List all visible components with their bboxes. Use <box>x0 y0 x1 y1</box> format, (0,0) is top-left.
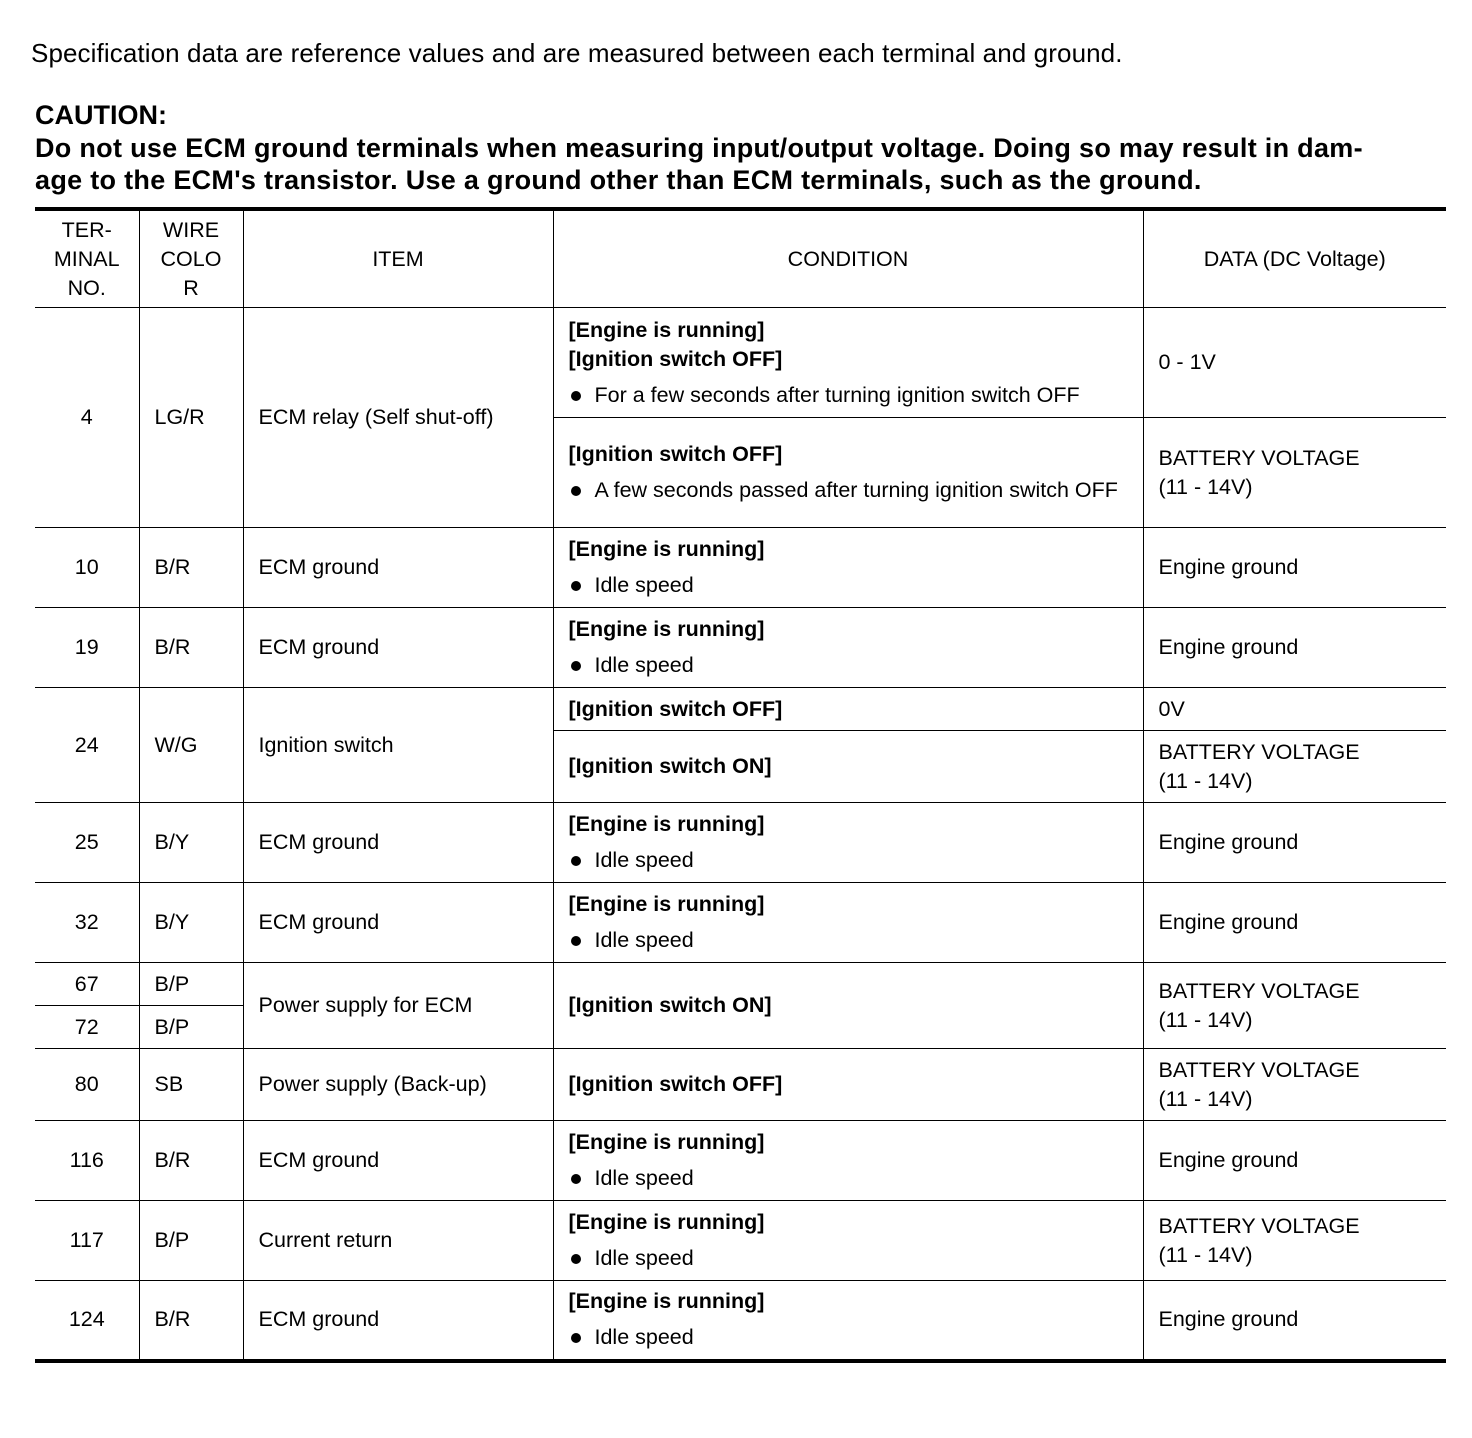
data-cell <box>1143 1201 1446 1281</box>
condition-cell <box>553 608 1143 688</box>
header-text: WIRE <box>162 217 220 242</box>
bullet-icon <box>571 1174 581 1184</box>
condition-heading: [Ignition switch OFF] <box>568 1072 783 1096</box>
data-cell: Engine ground <box>1143 608 1446 688</box>
data-cell: Engine ground <box>1143 1281 1446 1361</box>
bullet-text: For a few seconds after turning ignition switch OFF <box>594 382 1080 407</box>
table-row <box>35 688 1446 731</box>
bullet-text: Idle speed <box>594 653 694 677</box>
table-row <box>35 803 1446 883</box>
condition-heading: [Engine is running] <box>568 1130 765 1154</box>
data-cell <box>1143 418 1446 528</box>
item-cell: Power supply (Back-up) <box>243 1049 553 1121</box>
terminal-cell: 117 <box>35 1201 139 1281</box>
item-cell: Ignition switch <box>243 688 553 803</box>
condition-bullet <box>569 476 1128 505</box>
data-text: (11 - 14V) <box>1158 474 1253 499</box>
terminal-cell: 32 <box>35 883 139 963</box>
data-cell: Engine ground <box>1143 803 1446 883</box>
caution-text <box>35 132 1445 196</box>
condition-heading: [Ignition switch OFF] <box>568 346 783 371</box>
bullet-text: A few seconds passed after turning ignition switch OFF <box>594 478 1118 502</box>
condition-cell <box>553 418 1143 528</box>
header-text: COLO <box>160 246 222 271</box>
condition-heading: [Engine is running] <box>568 812 765 836</box>
intro-text: Specification data are reference values and are measured between each terminal and ground. <box>31 38 1123 68</box>
terminal-cell: 4 <box>35 308 139 528</box>
table-row <box>35 1121 1446 1201</box>
header-condition: CONDITION <box>553 209 1143 308</box>
bullet-icon <box>571 856 581 866</box>
terminal-spec-table <box>35 207 1446 1363</box>
wire-color-cell: SB <box>139 1049 243 1121</box>
bullet-icon <box>571 936 581 946</box>
condition-cell <box>553 1121 1143 1201</box>
table-row <box>35 963 1446 1006</box>
condition-heading: [Ignition switch OFF] <box>568 442 783 466</box>
condition-heading: [Engine is running] <box>568 537 765 561</box>
caution-line-1: Do not use ECM ground terminals when measuring input/output voltage. Doing so may result in dam- <box>35 133 1363 163</box>
condition-bullet <box>569 1323 1128 1352</box>
data-cell <box>1143 1049 1446 1121</box>
terminal-cell: 80 <box>35 1049 139 1121</box>
bullet-text: Idle speed <box>594 573 694 597</box>
condition-heading: [Ignition switch OFF] <box>568 696 783 721</box>
bullet-icon <box>571 391 581 401</box>
wire-color-cell: B/P <box>139 963 243 1006</box>
terminal-cell: 124 <box>35 1281 139 1361</box>
item-cell: ECM ground <box>243 803 553 883</box>
condition-bullet <box>569 381 1128 410</box>
item-cell: ECM ground <box>243 528 553 608</box>
table-row <box>35 1049 1446 1121</box>
condition-cell <box>553 1281 1143 1361</box>
bullet-icon <box>571 661 581 671</box>
wire-color-cell: B/P <box>139 1201 243 1281</box>
data-cell <box>1143 963 1446 1049</box>
header-data: DATA (DC Voltage) <box>1143 209 1446 308</box>
data-text: BATTERY VOLTAGE <box>1158 1057 1360 1082</box>
data-text: BATTERY VOLTAGE <box>1158 1213 1360 1238</box>
wire-color-cell: B/Y <box>139 883 243 963</box>
data-cell <box>1143 731 1446 803</box>
terminal-cell: 19 <box>35 608 139 688</box>
bullet-text: Idle speed <box>594 848 694 872</box>
condition-cell <box>553 803 1143 883</box>
item-cell: ECM ground <box>243 1121 553 1201</box>
data-cell: 0 - 1V <box>1143 308 1446 418</box>
terminal-cell: 67 <box>35 963 139 1006</box>
bullet-icon <box>571 486 581 496</box>
condition-heading: [Engine is running] <box>568 1210 765 1234</box>
wire-color-cell: B/Y <box>139 803 243 883</box>
wire-color-cell: B/R <box>139 608 243 688</box>
header-terminal-no <box>35 209 139 308</box>
terminal-cell: 72 <box>35 1006 139 1049</box>
table-row <box>35 883 1446 963</box>
table-row <box>35 308 1446 418</box>
terminal-cell: 25 <box>35 803 139 883</box>
condition-cell <box>553 883 1143 963</box>
table-row <box>35 608 1446 688</box>
condition-bullet <box>569 926 1128 955</box>
data-text: BATTERY VOLTAGE <box>1158 445 1360 470</box>
condition-cell <box>553 1201 1143 1281</box>
wire-color-cell: B/P <box>139 1006 243 1049</box>
condition-cell <box>553 963 1143 1049</box>
item-cell: ECM relay (Self shut-off) <box>243 308 553 528</box>
wire-color-cell: B/R <box>139 528 243 608</box>
wire-color-cell: W/G <box>139 688 243 803</box>
condition-cell <box>553 308 1143 418</box>
item-cell: ECM ground <box>243 608 553 688</box>
condition-bullet <box>569 1244 1128 1273</box>
table-row <box>35 1281 1446 1361</box>
header-text: NO. <box>67 275 106 300</box>
data-cell: Engine ground <box>1143 1121 1446 1201</box>
condition-heading: [Engine is running] <box>568 317 765 342</box>
bullet-text: Idle speed <box>594 1246 694 1270</box>
condition-heading: [Engine is running] <box>568 1289 765 1314</box>
condition-cell <box>553 528 1143 608</box>
header-text: R <box>183 275 199 300</box>
bullet-text: Idle speed <box>594 1166 694 1190</box>
data-cell: Engine ground <box>1143 883 1446 963</box>
data-text: BATTERY VOLTAGE <box>1158 739 1360 764</box>
caution-title: CAUTION: <box>35 100 167 130</box>
table-row <box>35 528 1446 608</box>
terminal-cell: 24 <box>35 688 139 803</box>
data-cell: 0V <box>1143 688 1446 731</box>
data-text: (11 - 14V) <box>1158 1007 1253 1032</box>
data-text: (11 - 14V) <box>1158 1086 1253 1111</box>
data-text: BATTERY VOLTAGE <box>1158 978 1360 1003</box>
data-cell: Engine ground <box>1143 528 1446 608</box>
condition-bullet <box>569 1164 1128 1193</box>
condition-bullet <box>569 571 1128 600</box>
header-item: ITEM <box>243 209 553 308</box>
header-row <box>35 209 1446 308</box>
wire-color-cell: B/R <box>139 1281 243 1361</box>
wire-color-cell: B/R <box>139 1121 243 1201</box>
header-text: MINAL <box>53 246 120 271</box>
bullet-icon <box>571 1333 581 1343</box>
caution-line-2: age to the ECM's transistor. Use a ground other than ECM terminals, such as the ground. <box>35 165 1202 195</box>
condition-cell <box>553 1049 1143 1121</box>
header-text: TER- <box>61 217 112 242</box>
bullet-text: Idle speed <box>594 1325 694 1350</box>
terminal-cell: 10 <box>35 528 139 608</box>
bullet-text: Idle speed <box>594 928 694 952</box>
condition-heading: [Engine is running] <box>568 892 765 916</box>
terminal-cell: 116 <box>35 1121 139 1201</box>
condition-bullet <box>569 846 1128 875</box>
condition-cell <box>553 731 1143 803</box>
condition-heading: [Engine is running] <box>568 617 765 641</box>
condition-heading: [Ignition switch ON] <box>568 754 772 778</box>
bullet-icon <box>571 581 581 591</box>
condition-cell <box>553 688 1143 731</box>
data-text: (11 - 14V) <box>1158 1242 1253 1267</box>
wire-color-cell: LG/R <box>139 308 243 528</box>
data-text: (11 - 14V) <box>1158 768 1253 793</box>
table-row <box>35 1201 1446 1281</box>
item-cell: ECM ground <box>243 883 553 963</box>
item-cell: ECM ground <box>243 1281 553 1361</box>
item-cell: Current return <box>243 1201 553 1281</box>
condition-bullet <box>569 651 1128 680</box>
item-cell: Power supply for ECM <box>243 963 553 1049</box>
condition-heading: [Ignition switch ON] <box>568 993 772 1017</box>
bullet-icon <box>571 1254 581 1264</box>
header-wire-color <box>139 209 243 308</box>
